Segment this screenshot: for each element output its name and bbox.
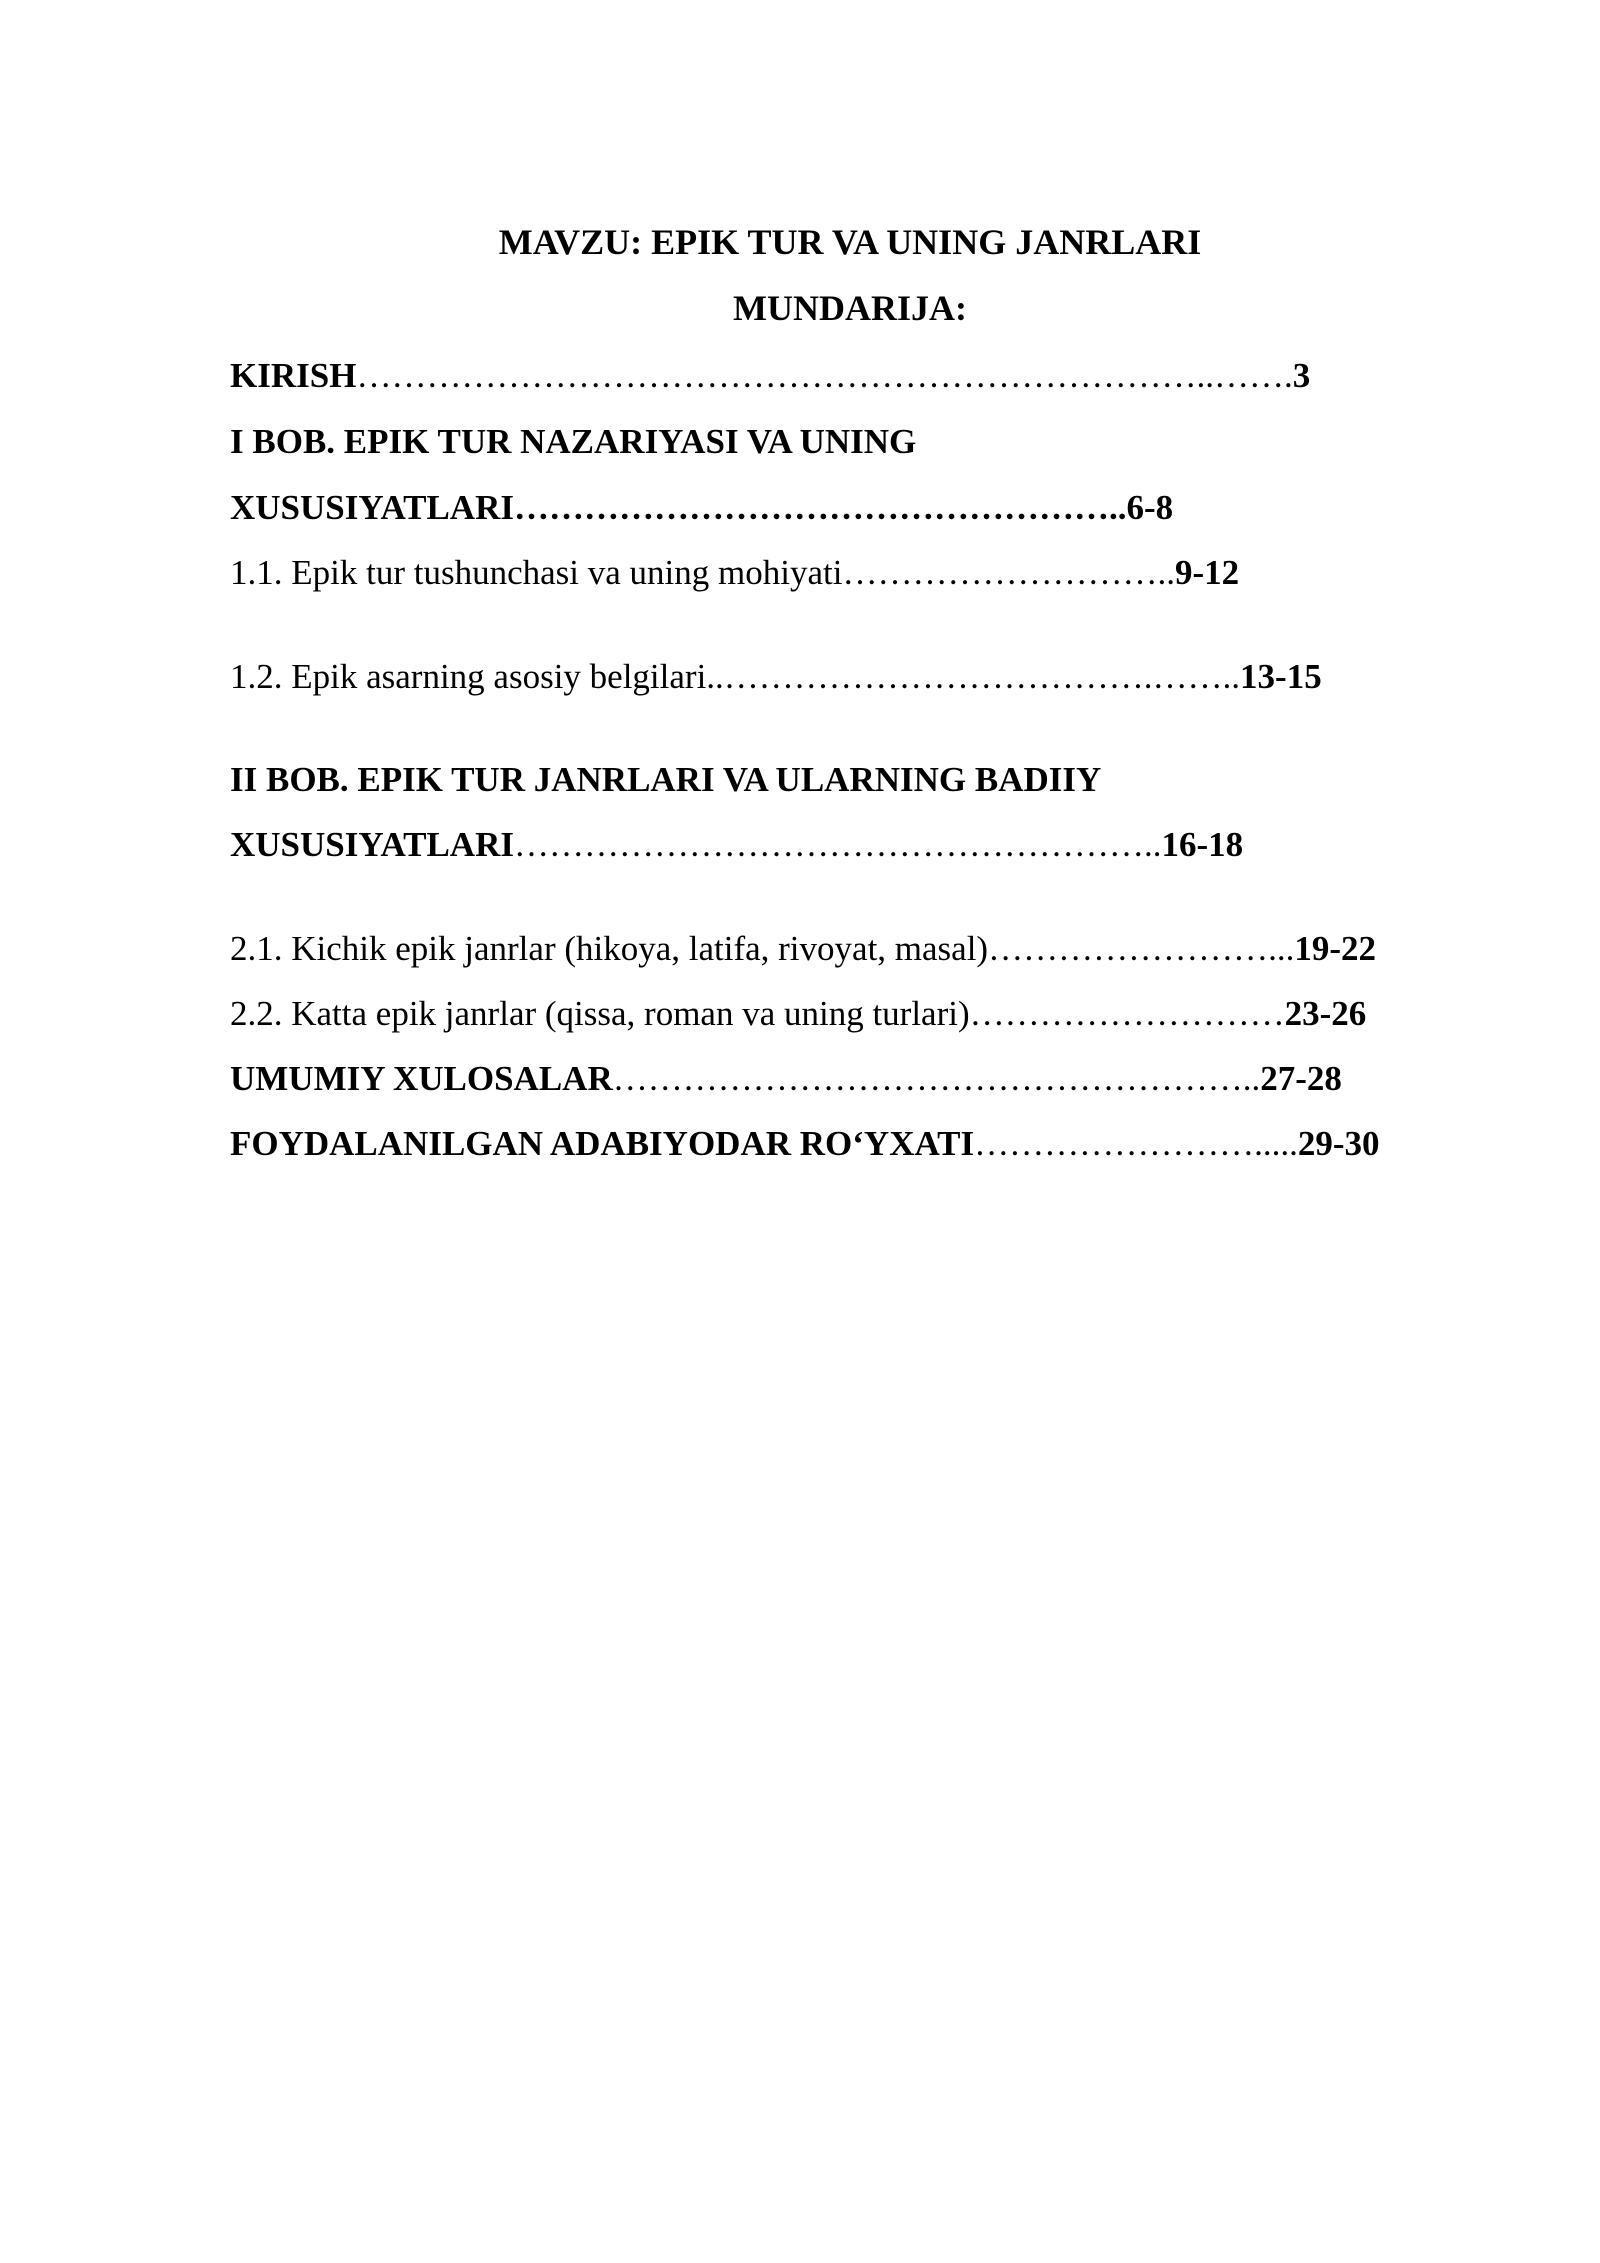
toc-page-number: 27-28 (1260, 1059, 1342, 1098)
toc-entry-label: UMUMIY XULOSALAR (230, 1059, 613, 1098)
toc-entry-label: XUSUSIYATLARI (230, 488, 514, 527)
toc-page-number: 6-8 (1126, 488, 1174, 527)
toc-entry-label: XUSUSIYATLARI (230, 825, 514, 864)
toc-entry-kirish (230, 354, 1310, 398)
toc-entry-section-2-1 (230, 927, 1376, 971)
toc-entry-chapter-2 (230, 823, 1243, 867)
toc-leader-dots: ……………………….. (842, 553, 1175, 592)
toc-entry-label: II BOB. EPIK TUR JANRLARI VA ULARNING BADIIY (230, 760, 1102, 799)
toc-entry-label: 2.1. Kichik epik janrlar (hikoya, latifa, rivoyat, masal) (230, 929, 989, 968)
toc-leader-dots: ……………………………………………….. (612, 1059, 1261, 1098)
document-title: MAVZU: EPIK TUR VA UNING JANRLARI (498, 222, 1202, 262)
toc-page-number: 29-30 (1297, 1124, 1380, 1163)
toc-entry-section-1-2 (230, 655, 1322, 699)
toc-entry-chapter-1 (230, 486, 1173, 530)
toc-entry-chapter-1-heading (230, 420, 916, 464)
toc-entry-label: 1.2. Epik asarning asosiy belgilari. (230, 657, 716, 696)
toc-entry-references (230, 1122, 1380, 1166)
toc-leader-dots: ………………………………………………………………..……. (356, 356, 1293, 395)
toc-entry-chapter-2-heading (230, 758, 1101, 802)
toc-page-number: 3 (1292, 356, 1311, 395)
toc-leader-dots: ……………………… (969, 994, 1285, 1033)
toc-entry-label: I BOB. EPIK TUR NAZARIYASI VA UNING (230, 422, 917, 461)
toc-entry-label: 1.1. Epik tur tushunchasi va uning mohiyati (230, 553, 843, 592)
toc-leader-dots: ……………………... (988, 929, 1295, 968)
toc-page-number: 23-26 (1284, 994, 1367, 1033)
toc-page-number: 19-22 (1294, 929, 1376, 968)
toc-leader-dots: ……………………..... (974, 1124, 1298, 1163)
toc-leader-dots: …………………………………………….. (513, 488, 1127, 527)
toc-entry-section-2-2 (230, 992, 1366, 1036)
toc-heading: MUNDARIJA: (733, 288, 967, 328)
toc-entry-label: 2.2. Katta epik janrlar (qissa, roman va uning turlari) (230, 994, 970, 1033)
toc-entry-label: KIRISH (230, 356, 357, 395)
toc-entry-section-1-1 (230, 551, 1239, 595)
toc-entry-label: FOYDALANILGAN ADABIYODAR RO‘YXATI (230, 1124, 975, 1163)
toc-entry-conclusions (230, 1057, 1342, 1101)
toc-page-number: 9-12 (1174, 553, 1240, 592)
toc-leader-dots: ……………………………………………….. (513, 825, 1162, 864)
toc-page-number: 13-15 (1240, 657, 1322, 696)
toc-leader-dots: .……………………………….…….. (715, 657, 1241, 696)
toc-page-number: 16-18 (1161, 825, 1244, 864)
